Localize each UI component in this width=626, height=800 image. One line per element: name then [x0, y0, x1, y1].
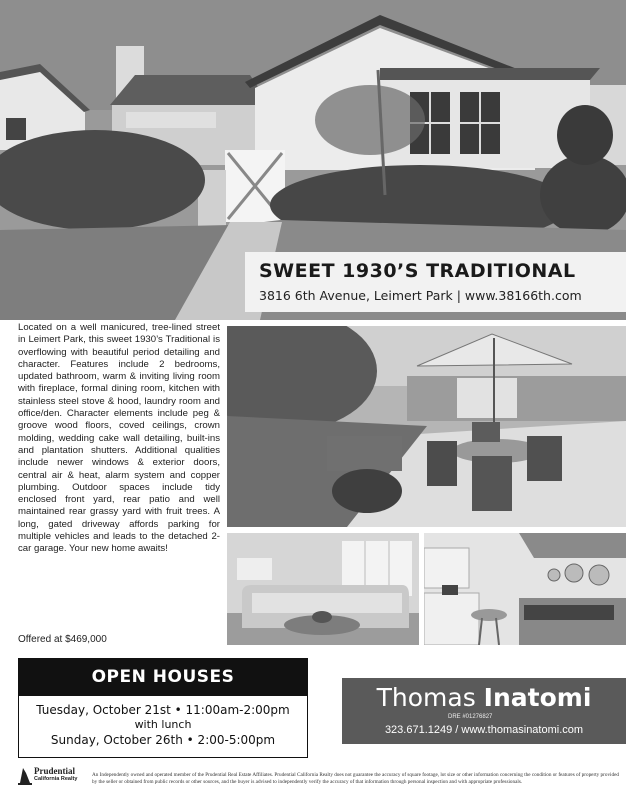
listing-price: Offered at $469,000: [18, 634, 107, 645]
brand-name: Prudential: [34, 766, 76, 776]
agent-last-name: Inatomi: [483, 683, 592, 712]
brand-subname: California Realty: [34, 776, 78, 782]
agent-name: [342, 683, 626, 713]
agent-dre-number: DRE #01276827: [448, 714, 493, 720]
prudential-logo: [18, 764, 90, 788]
open-house-note: with lunch: [134, 718, 192, 731]
open-house-date-2: Sunday, October 26th • 2:00-5:00pm: [50, 733, 276, 747]
listing-title-band: [245, 252, 626, 312]
listing-address-line: 3816 6th Avenue, Leimert Park | www.38166th.com: [259, 288, 582, 303]
agent-box: [342, 678, 626, 744]
patio-photo: [227, 326, 626, 527]
living-room-photo: [227, 533, 419, 645]
rock-logo-icon: [18, 765, 32, 785]
listing-headline: SWEET 1930’S TRADITIONAL: [259, 260, 576, 282]
legal-disclaimer: An Independently owned and operated member of the Prudential Real Estate Affiliates. Prudential California Realty does not guarantee the accuracy of square footage, lot size or other information concerning the condition or features of property provided by the seller or obtained from public records or other sources, and the buyer is advised to independently verify the accuracy of that information through personal inspection and with appropriate professionals.: [92, 772, 619, 785]
open-house-date-1: Tuesday, October 21st • 11:00am-2:00pm: [36, 703, 290, 717]
agent-contact: 323.671.1249 / www.thomasinatomi.com: [384, 724, 584, 736]
open-houses-box: [18, 658, 308, 758]
listing-description: Located on a well manicured, tree-lined street in Leimert Park, this sweet 1930’s Traditional is overflowing with beautiful period detailing and character. Features include 2 bedrooms, updated bathroom, warm & inviting living room with fireplace, formal dining room, kitchen with stainless steel stove & hood, laundry room and office/den. Character elements include peg & groove wood floors, coved ceilings, crown molding, wedding cake wall detailing, built-ins and plantation shutters. Additional qualities include newer windows & exterior doors, central air & heat, alarm system and copper plumbing. Outdoor spaces include tidy enclosed front yard, rear patio and well maintained rear grassy yard with fruit trees. A long, gated driveway affords parking for multiple vehicles and leads to the detached 2-car garage. Your new home awaits!: [18, 322, 220, 555]
agent-first-name: Thomas: [376, 683, 476, 712]
open-houses-title: OPEN HOUSES: [19, 659, 307, 696]
kitchen-photo: [424, 533, 626, 645]
